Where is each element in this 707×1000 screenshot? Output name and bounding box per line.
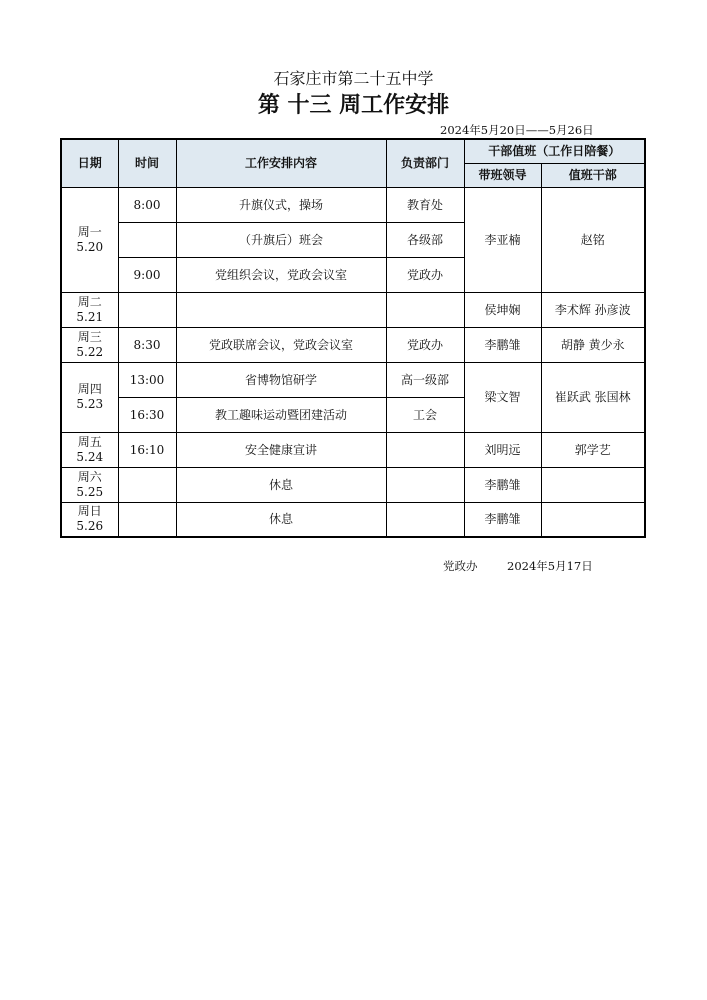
cadre-cell: 赵铭	[541, 187, 645, 292]
content-cell: （升旗后）班会	[176, 222, 386, 257]
header-cadre: 值班干部	[541, 163, 645, 187]
dept-cell: 教育处	[386, 187, 464, 222]
day-cell	[61, 362, 118, 432]
time-cell	[118, 502, 176, 537]
time-cell: 8:30	[118, 327, 176, 362]
header-leader: 带班领导	[464, 163, 541, 187]
schedule-body	[61, 187, 645, 537]
page-title: 第 十三 周工作安排	[257, 93, 450, 118]
table-row	[61, 327, 645, 362]
date-label: 5.23	[76, 397, 104, 411]
content-cell: 升旗仪式，操场	[176, 187, 386, 222]
weekday-label: 周六	[77, 469, 102, 484]
weekday-label: 周二	[77, 294, 102, 309]
school-name: 石家庄市第二十五中学	[273, 69, 434, 88]
leader-cell: 梁文智	[464, 362, 541, 432]
time-cell: 8:00	[118, 187, 176, 222]
time-cell	[118, 222, 176, 257]
date-label: 5.24	[76, 449, 104, 464]
leader-cell: 李鹏雏	[464, 502, 541, 537]
content-cell: 党组织会议，党政会议室	[176, 257, 386, 292]
cadre-cell	[541, 467, 645, 502]
date-label: 5.21	[76, 309, 104, 324]
dept-cell: 各级部	[386, 222, 464, 257]
table-row	[61, 502, 645, 537]
time-cell: 16:10	[118, 432, 176, 467]
leader-cell: 李鹏雏	[464, 327, 541, 362]
weekday-label: 周三	[77, 329, 102, 344]
day-cell	[61, 187, 118, 292]
leader-cell: 侯坤娴	[464, 292, 541, 327]
cadre-cell: 郭学艺	[541, 432, 645, 467]
dept-cell: 党政办	[386, 257, 464, 292]
footer-date: 2024年5月17日	[507, 559, 593, 573]
date-label: 5.26	[76, 519, 104, 534]
cadre-cell: 崔跃武 张国林	[541, 362, 645, 432]
schedule-table	[60, 138, 646, 538]
leader-cell: 刘明远	[464, 432, 541, 467]
content-cell: 教工趣味运动暨团建活动	[176, 397, 386, 432]
header-time: 时间	[118, 139, 176, 187]
table-row	[61, 362, 645, 397]
cadre-cell: 胡静 黄少永	[541, 327, 645, 362]
weekday-label: 周五	[77, 434, 102, 449]
content-cell: 安全健康宣讲	[176, 432, 386, 467]
table-row	[61, 432, 645, 467]
header-dept: 负责部门	[386, 139, 464, 187]
dept-cell: 高一级部	[386, 362, 464, 397]
time-cell	[118, 467, 176, 502]
weekday-label: 周日	[77, 504, 102, 519]
date-range: 2024年5月20日——5月26日	[440, 123, 594, 137]
content-cell: 休息	[176, 467, 386, 502]
dept-cell	[386, 432, 464, 467]
header-duty-group: 干部值班（工作日陪餐）	[464, 139, 645, 163]
weekday-label: 周一	[77, 224, 102, 239]
day-cell	[61, 292, 118, 327]
time-cell: 16:30	[118, 397, 176, 432]
time-cell	[118, 292, 176, 327]
dept-cell: 党政办	[386, 327, 464, 362]
header-date: 日期	[61, 139, 118, 187]
dept-cell	[386, 467, 464, 502]
day-cell	[61, 502, 118, 537]
footer-dept: 党政办	[443, 559, 478, 573]
date-label: 5.20	[76, 239, 104, 254]
time-cell: 13:00	[118, 362, 176, 397]
cadre-cell: 李术辉 孙彦波	[541, 292, 645, 327]
time-cell: 9:00	[118, 257, 176, 292]
leader-cell: 李鹏雏	[464, 467, 541, 502]
day-cell	[61, 327, 118, 362]
weekday-label: 周四	[77, 382, 102, 396]
header-content: 工作安排内容	[176, 139, 386, 187]
dept-cell: 工会	[386, 397, 464, 432]
date-label: 5.22	[76, 344, 104, 359]
content-cell	[176, 292, 386, 327]
day-cell	[61, 467, 118, 502]
day-cell	[61, 432, 118, 467]
content-cell: 党政联席会议，党政会议室	[176, 327, 386, 362]
content-cell: 休息	[176, 502, 386, 537]
date-label: 5.25	[76, 484, 104, 499]
dept-cell	[386, 292, 464, 327]
cadre-cell	[541, 502, 645, 537]
content-cell: 省博物馆研学	[176, 362, 386, 397]
table-row	[61, 187, 645, 222]
table-row	[61, 292, 645, 327]
leader-cell: 李亚楠	[464, 187, 541, 292]
dept-cell	[386, 502, 464, 537]
table-row	[61, 467, 645, 502]
